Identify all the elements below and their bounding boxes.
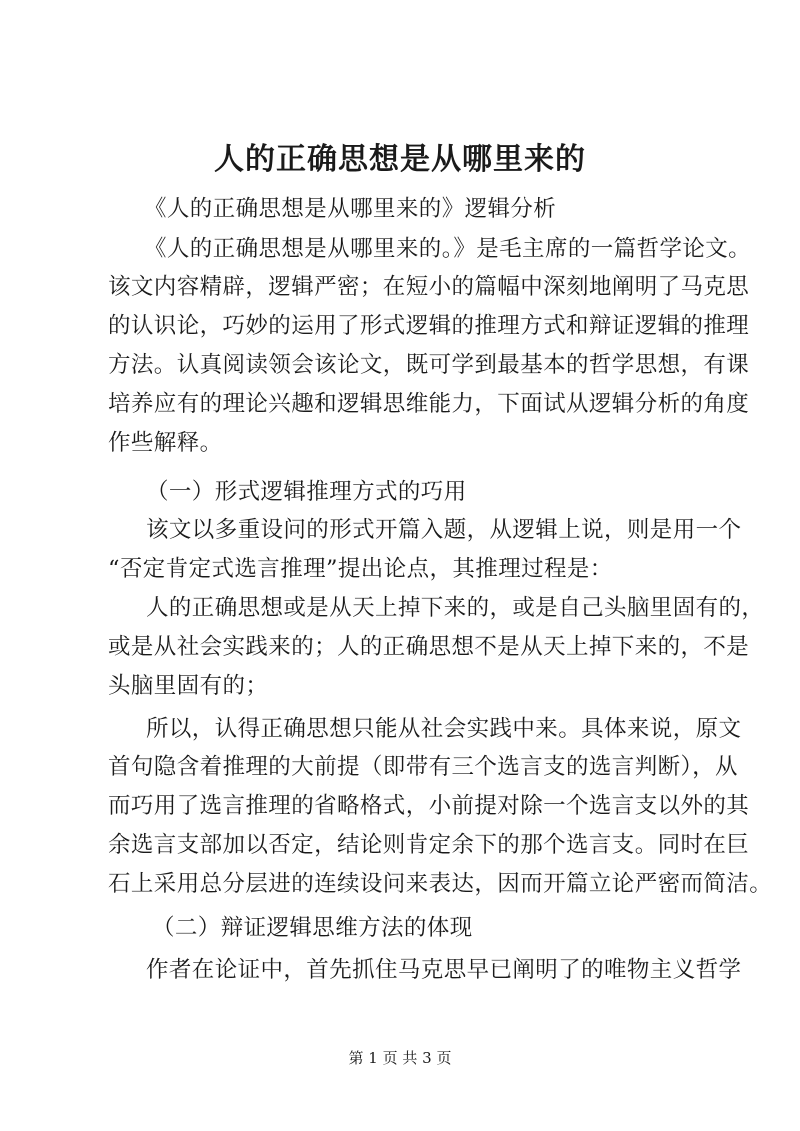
- body-line: 所以，认得正确思想只能从社会实践中来。具体来说，原文: [146, 716, 742, 742]
- body-line: 头脑里固有的；: [108, 673, 269, 699]
- body-line: 培养应有的理论兴趣和逻辑思维能力，下面试从逻辑分析的角度: [108, 391, 750, 417]
- body-line: 方法。认真阅读领会该论文，既可学到最基本的哲学思想，有课: [108, 352, 750, 378]
- body-line: 石上采用总分层进的连续设问来表达，因而开篇立论严密而简洁。: [108, 871, 773, 897]
- body-line: 首句隐含着推理的大前提（即带有三个选言支的选言判断），从: [108, 754, 738, 780]
- body-line: 该文以多重设问的形式开篇入题，从逻辑上说，则是用一个: [146, 517, 742, 543]
- section-heading-2: （二）辩证逻辑思维方法的体现: [152, 915, 473, 941]
- body-line: 作些解释。: [108, 430, 223, 456]
- body-line: “否定肯定式选言推理”提出论点，其推理过程是：: [108, 556, 613, 582]
- page-footer: 第 1 页 共 3 页: [348, 1049, 452, 1067]
- body-line: 而巧用了选言推理的省略格式，小前提对除一个选言支以外的其: [108, 793, 750, 819]
- body-line: 余选言支部加以否定，结论则肯定余下的那个选言支。同时在巨: [108, 832, 750, 858]
- body-line: 人的正确思想或是从天上掉下来的，或是自己头脑里固有的，: [146, 595, 765, 621]
- body-line: 《人的正确思想是从哪里来的。》是毛主席的一篇哲学论文。: [144, 236, 752, 262]
- body-line: 或是从社会实践来的；人的正确思想不是从天上掉下来的，不是: [108, 634, 750, 660]
- section-heading-1: （一）形式逻辑推理方式的巧用: [146, 479, 467, 505]
- document-title: 人的正确思想是从哪里来的: [214, 142, 586, 177]
- subtitle-line: 《人的正确思想是从哪里来的》逻辑分析: [144, 196, 557, 222]
- body-line: 的认识论，巧妙的运用了形式逻辑的推理方式和辩证逻辑的推理: [108, 313, 750, 339]
- body-line: 作者在论证中，首先抓住马克思早已阐明了的唯物主义哲学: [146, 957, 742, 983]
- body-line: 该文内容精辟，逻辑严密；在短小的篇幅中深刻地阐明了马克思: [108, 274, 750, 300]
